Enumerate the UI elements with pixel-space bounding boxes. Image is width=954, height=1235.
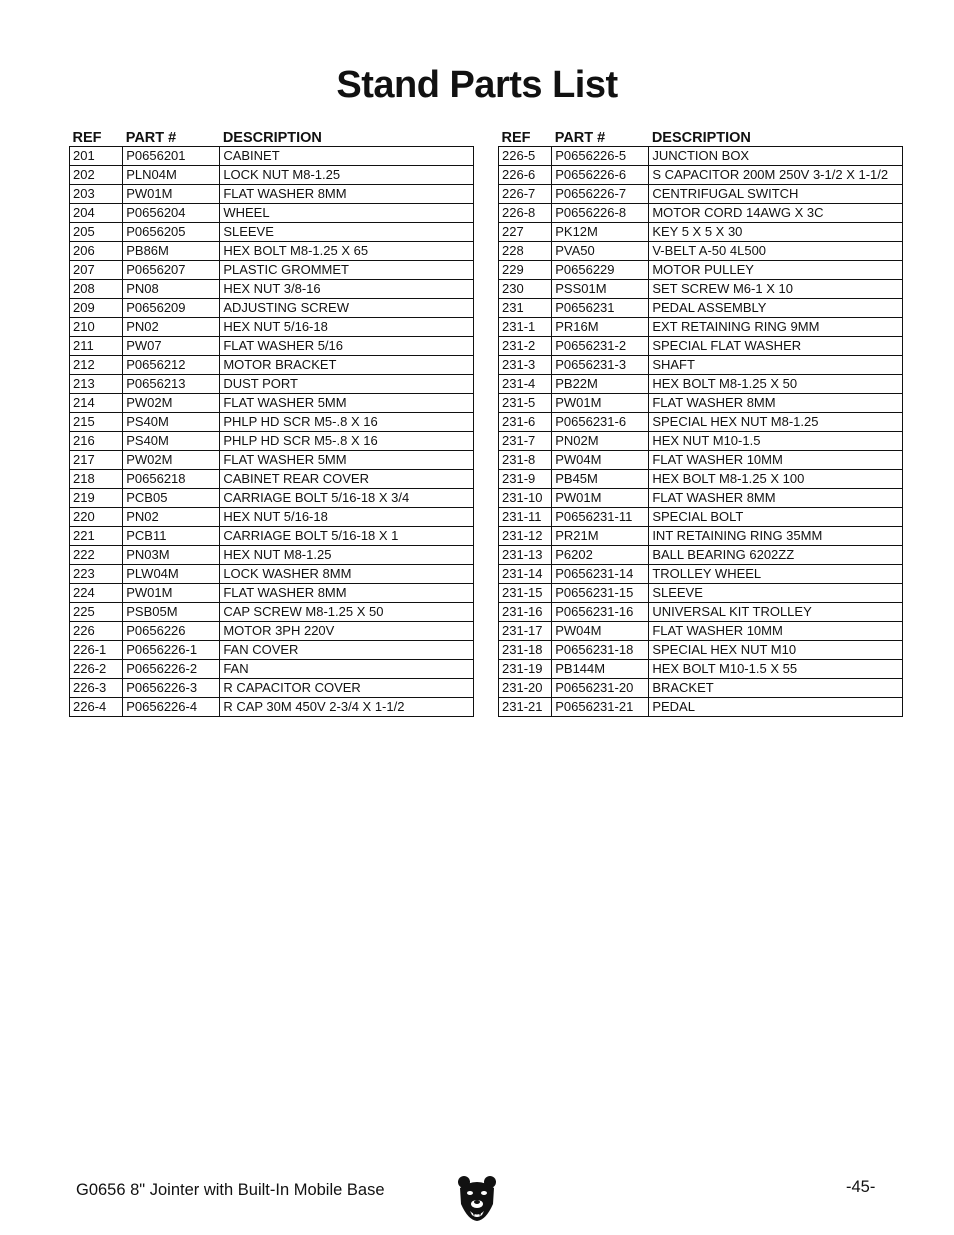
table-row: [499, 223, 903, 242]
part-number-cell: PN03M: [123, 546, 220, 565]
ref-cell: 218: [70, 470, 123, 489]
part-number-cell: P0656226: [123, 622, 220, 641]
part-number-cell: P0656201: [123, 147, 220, 166]
ref-cell: 226-7: [499, 185, 552, 204]
ref-cell: 226-4: [70, 698, 123, 717]
parts-table-left: [69, 126, 474, 717]
description-cell: CAP SCREW M8-1.25 X 50: [220, 603, 474, 622]
part-number-cell: P0656218: [123, 470, 220, 489]
table-row: [70, 356, 474, 375]
table-row: [70, 204, 474, 223]
table-row: [499, 375, 903, 394]
ref-cell: 225: [70, 603, 123, 622]
description-cell: DUST PORT: [220, 375, 474, 394]
description-cell: FAN COVER: [220, 641, 474, 660]
column-header-ref: REF: [72, 130, 102, 146]
ref-cell: 231-1: [499, 318, 552, 337]
ref-cell: 205: [70, 223, 123, 242]
part-number-cell: P0656226-3: [123, 679, 220, 698]
part-number-cell: PW01M: [552, 489, 649, 508]
table-row: [70, 223, 474, 242]
part-number-cell: PK12M: [552, 223, 649, 242]
description-cell: SPECIAL BOLT: [649, 508, 903, 527]
table-row: [70, 565, 474, 584]
ref-cell: 215: [70, 413, 123, 432]
ref-cell: 207: [70, 261, 123, 280]
table-row: [70, 603, 474, 622]
ref-cell: 212: [70, 356, 123, 375]
part-number-cell: PVA50: [552, 242, 649, 261]
part-number-cell: P0656231-15: [552, 584, 649, 603]
part-number-cell: P0656226-1: [123, 641, 220, 660]
part-number-cell: P0656226-4: [123, 698, 220, 717]
column-header-ref: REF: [501, 130, 531, 146]
description-cell: S CAPACITOR 200M 250V 3-1/2 X 1-1/2: [649, 166, 903, 185]
description-cell: FLAT WASHER 8MM: [649, 489, 903, 508]
description-cell: FLAT WASHER 5MM: [220, 394, 474, 413]
part-number-cell: P0656231-6: [552, 413, 649, 432]
table-row: [499, 451, 903, 470]
table-row: [70, 147, 474, 166]
ref-cell: 231-19: [499, 660, 552, 679]
table-row: [499, 432, 903, 451]
part-number-cell: PSS01M: [552, 280, 649, 299]
part-number-cell: P0656207: [123, 261, 220, 280]
description-cell: PHLP HD SCR M5-.8 X 16: [220, 432, 474, 451]
ref-cell: 231-20: [499, 679, 552, 698]
description-cell: R CAPACITOR COVER: [220, 679, 474, 698]
description-cell: HEX BOLT M8-1.25 X 100: [649, 470, 903, 489]
footer-manual-title: G0656 8" Jointer with Built-In Mobile Base: [76, 1181, 385, 1199]
table-row: [499, 698, 903, 717]
ref-cell: 222: [70, 546, 123, 565]
description-cell: PLASTIC GROMMET: [220, 261, 474, 280]
table-row: [70, 394, 474, 413]
table-row: [499, 185, 903, 204]
part-number-cell: PW01M: [123, 584, 220, 603]
table-row: [499, 679, 903, 698]
ref-cell: 231-18: [499, 641, 552, 660]
part-number-cell: P0656204: [123, 204, 220, 223]
description-cell: PHLP HD SCR M5-.8 X 16: [220, 413, 474, 432]
table-row: [70, 261, 474, 280]
table-row: [499, 356, 903, 375]
table-row: [499, 565, 903, 584]
ref-cell: 214: [70, 394, 123, 413]
description-cell: HEX NUT 5/16-18: [220, 508, 474, 527]
ref-cell: 223: [70, 565, 123, 584]
table-row: [70, 318, 474, 337]
grizzly-bear-head-icon: [456, 1174, 498, 1222]
description-cell: CENTRIFUGAL SWITCH: [649, 185, 903, 204]
part-number-cell: P0656231: [552, 299, 649, 318]
description-cell: SPECIAL FLAT WASHER: [649, 337, 903, 356]
ref-cell: 231-2: [499, 337, 552, 356]
table-row: [70, 584, 474, 603]
page-number: -45-: [846, 1178, 876, 1196]
ref-cell: 226-8: [499, 204, 552, 223]
ref-cell: 213: [70, 375, 123, 394]
description-cell: WHEEL: [220, 204, 474, 223]
part-number-cell: PW07: [123, 337, 220, 356]
column-header-part: PART #: [554, 130, 606, 146]
description-cell: BALL BEARING 6202ZZ: [649, 546, 903, 565]
description-cell: HEX NUT M10-1.5: [649, 432, 903, 451]
description-cell: CARRIAGE BOLT 5/16-18 X 1: [220, 527, 474, 546]
part-number-cell: P0656226-5: [552, 147, 649, 166]
ref-cell: 226-1: [70, 641, 123, 660]
part-number-cell: P0656231-11: [552, 508, 649, 527]
table-row: [499, 318, 903, 337]
description-cell: TROLLEY WHEEL: [649, 565, 903, 584]
part-number-cell: P0656209: [123, 299, 220, 318]
parts-table-right-body: [499, 147, 903, 717]
table-row: [499, 546, 903, 565]
description-cell: HEX NUT 3/8-16: [220, 280, 474, 299]
table-row: [70, 489, 474, 508]
ref-cell: 231-10: [499, 489, 552, 508]
ref-cell: 231-12: [499, 527, 552, 546]
ref-cell: 231-17: [499, 622, 552, 641]
ref-cell: 231-3: [499, 356, 552, 375]
part-number-cell: P0656231-20: [552, 679, 649, 698]
table-row: [70, 413, 474, 432]
table-header-row: [499, 126, 903, 147]
description-cell: UNIVERSAL KIT TROLLEY: [649, 603, 903, 622]
table-row: [499, 394, 903, 413]
description-cell: PEDAL: [649, 698, 903, 717]
table-row: [70, 299, 474, 318]
table-row: [70, 470, 474, 489]
part-number-cell: PN08: [123, 280, 220, 299]
description-cell: HEX BOLT M8-1.25 X 65: [220, 242, 474, 261]
description-cell: BRACKET: [649, 679, 903, 698]
ref-cell: 231-8: [499, 451, 552, 470]
description-cell: FLAT WASHER 8MM: [220, 185, 474, 204]
table-row: [499, 508, 903, 527]
table-row: [499, 527, 903, 546]
part-number-cell: PN02: [123, 318, 220, 337]
description-cell: SLEEVE: [649, 584, 903, 603]
ref-cell: 226-5: [499, 147, 552, 166]
part-number-cell: PW01M: [552, 394, 649, 413]
table-row: [70, 337, 474, 356]
part-number-cell: PLW04M: [123, 565, 220, 584]
table-row: [499, 660, 903, 679]
description-cell: HEX NUT M8-1.25: [220, 546, 474, 565]
table-row: [499, 280, 903, 299]
part-number-cell: P0656226-2: [123, 660, 220, 679]
description-cell: LOCK WASHER 8MM: [220, 565, 474, 584]
ref-cell: 226-2: [70, 660, 123, 679]
part-number-cell: PSB05M: [123, 603, 220, 622]
ref-cell: 216: [70, 432, 123, 451]
part-number-cell: P0656231-16: [552, 603, 649, 622]
ref-cell: 221: [70, 527, 123, 546]
table-row: [499, 261, 903, 280]
parts-table-left-body: [70, 147, 474, 717]
description-cell: FLAT WASHER 5MM: [220, 451, 474, 470]
table-row: [499, 470, 903, 489]
part-number-cell: PR21M: [552, 527, 649, 546]
ref-cell: 226: [70, 622, 123, 641]
part-number-cell: PLN04M: [123, 166, 220, 185]
part-number-cell: P0656226-6: [552, 166, 649, 185]
table-row: [70, 451, 474, 470]
table-row: [499, 622, 903, 641]
description-cell: MOTOR PULLEY: [649, 261, 903, 280]
part-number-cell: P0656231-18: [552, 641, 649, 660]
part-number-cell: P0656229: [552, 261, 649, 280]
ref-cell: 231-7: [499, 432, 552, 451]
table-row: [499, 603, 903, 622]
part-number-cell: PS40M: [123, 413, 220, 432]
table-row: [499, 413, 903, 432]
ref-cell: 231-4: [499, 375, 552, 394]
part-number-cell: PCB05: [123, 489, 220, 508]
description-cell: R CAP 30M 450V 2-3/4 X 1-1/2: [220, 698, 474, 717]
ref-cell: 211: [70, 337, 123, 356]
table-row: [70, 375, 474, 394]
part-number-cell: PB22M: [552, 375, 649, 394]
description-cell: MOTOR CORD 14AWG X 3C: [649, 204, 903, 223]
ref-cell: 219: [70, 489, 123, 508]
table-row: [70, 185, 474, 204]
ref-cell: 217: [70, 451, 123, 470]
table-row: [70, 527, 474, 546]
part-number-cell: P0656213: [123, 375, 220, 394]
table-row: [70, 508, 474, 527]
part-number-cell: P0656231-3: [552, 356, 649, 375]
ref-cell: 220: [70, 508, 123, 527]
table-row: [70, 679, 474, 698]
ref-cell: 229: [499, 261, 552, 280]
description-cell: HEX BOLT M10-1.5 X 55: [649, 660, 903, 679]
description-cell: CARRIAGE BOLT 5/16-18 X 3/4: [220, 489, 474, 508]
description-cell: INT RETAINING RING 35MM: [649, 527, 903, 546]
ref-cell: 202: [70, 166, 123, 185]
table-row: [499, 337, 903, 356]
table-header-row: [70, 126, 474, 147]
table-row: [70, 432, 474, 451]
part-number-cell: PB45M: [552, 470, 649, 489]
description-cell: FLAT WASHER 8MM: [649, 394, 903, 413]
ref-cell: 226-6: [499, 166, 552, 185]
part-number-cell: P6202: [552, 546, 649, 565]
table-row: [70, 166, 474, 185]
part-number-cell: P0656231-14: [552, 565, 649, 584]
description-cell: PEDAL ASSEMBLY: [649, 299, 903, 318]
description-cell: FLAT WASHER 8MM: [220, 584, 474, 603]
ref-cell: 231-11: [499, 508, 552, 527]
description-cell: MOTOR BRACKET: [220, 356, 474, 375]
table-row: [499, 584, 903, 603]
part-number-cell: PN02: [123, 508, 220, 527]
table-row: [70, 698, 474, 717]
part-number-cell: PB144M: [552, 660, 649, 679]
description-cell: KEY 5 X 5 X 30: [649, 223, 903, 242]
part-number-cell: P0656212: [123, 356, 220, 375]
part-number-cell: P0656205: [123, 223, 220, 242]
column-header-description: DESCRIPTION: [651, 130, 751, 146]
ref-cell: 231-5: [499, 394, 552, 413]
ref-cell: 231-6: [499, 413, 552, 432]
part-number-cell: PW01M: [123, 185, 220, 204]
ref-cell: 209: [70, 299, 123, 318]
part-number-cell: P0656231-2: [552, 337, 649, 356]
description-cell: CABINET: [220, 147, 474, 166]
part-number-cell: PCB11: [123, 527, 220, 546]
table-row: [499, 641, 903, 660]
part-number-cell: PB86M: [123, 242, 220, 261]
part-number-cell: PW02M: [123, 394, 220, 413]
part-number-cell: PN02M: [552, 432, 649, 451]
ref-cell: 201: [70, 147, 123, 166]
table-row: [70, 242, 474, 261]
part-number-cell: P0656231-21: [552, 698, 649, 717]
part-number-cell: PS40M: [123, 432, 220, 451]
description-cell: SPECIAL HEX NUT M8-1.25: [649, 413, 903, 432]
part-number-cell: PW02M: [123, 451, 220, 470]
part-number-cell: P0656226-7: [552, 185, 649, 204]
description-cell: MOTOR 3PH 220V: [220, 622, 474, 641]
ref-cell: 231-14: [499, 565, 552, 584]
ref-cell: 210: [70, 318, 123, 337]
part-number-cell: PW04M: [552, 622, 649, 641]
page-title: Stand Parts List: [336, 64, 618, 106]
table-row: [499, 166, 903, 185]
table-row: [70, 622, 474, 641]
table-row: [70, 641, 474, 660]
ref-cell: 231-16: [499, 603, 552, 622]
column-header-description: DESCRIPTION: [222, 130, 322, 146]
description-cell: SET SCREW M6-1 X 10: [649, 280, 903, 299]
description-cell: FAN: [220, 660, 474, 679]
ref-cell: 204: [70, 204, 123, 223]
description-cell: HEX NUT 5/16-18: [220, 318, 474, 337]
table-row: [499, 489, 903, 508]
description-cell: HEX BOLT M8-1.25 X 50: [649, 375, 903, 394]
description-cell: FLAT WASHER 5/16: [220, 337, 474, 356]
ref-cell: 231-15: [499, 584, 552, 603]
description-cell: SPECIAL HEX NUT M10: [649, 641, 903, 660]
table-row: [70, 660, 474, 679]
description-cell: CABINET REAR COVER: [220, 470, 474, 489]
description-cell: FLAT WASHER 10MM: [649, 622, 903, 641]
table-row: [499, 299, 903, 318]
part-number-cell: PW04M: [552, 451, 649, 470]
table-row: [499, 204, 903, 223]
description-cell: FLAT WASHER 10MM: [649, 451, 903, 470]
ref-cell: 231-9: [499, 470, 552, 489]
table-row: [499, 147, 903, 166]
description-cell: SLEEVE: [220, 223, 474, 242]
description-cell: JUNCTION BOX: [649, 147, 903, 166]
table-row: [70, 280, 474, 299]
ref-cell: 231-13: [499, 546, 552, 565]
description-cell: LOCK NUT M8-1.25: [220, 166, 474, 185]
table-row: [499, 242, 903, 261]
ref-cell: 230: [499, 280, 552, 299]
ref-cell: 203: [70, 185, 123, 204]
column-header-part: PART #: [125, 130, 177, 146]
parts-table-right: [498, 126, 903, 717]
table-row: [70, 546, 474, 565]
ref-cell: 227: [499, 223, 552, 242]
description-cell: SHAFT: [649, 356, 903, 375]
ref-cell: 226-3: [70, 679, 123, 698]
part-number-cell: P0656226-8: [552, 204, 649, 223]
description-cell: EXT RETAINING RING 9MM: [649, 318, 903, 337]
ref-cell: 224: [70, 584, 123, 603]
ref-cell: 231-21: [499, 698, 552, 717]
ref-cell: 228: [499, 242, 552, 261]
description-cell: ADJUSTING SCREW: [220, 299, 474, 318]
ref-cell: 206: [70, 242, 123, 261]
part-number-cell: PR16M: [552, 318, 649, 337]
description-cell: V-BELT A-50 4L500: [649, 242, 903, 261]
ref-cell: 208: [70, 280, 123, 299]
ref-cell: 231: [499, 299, 552, 318]
